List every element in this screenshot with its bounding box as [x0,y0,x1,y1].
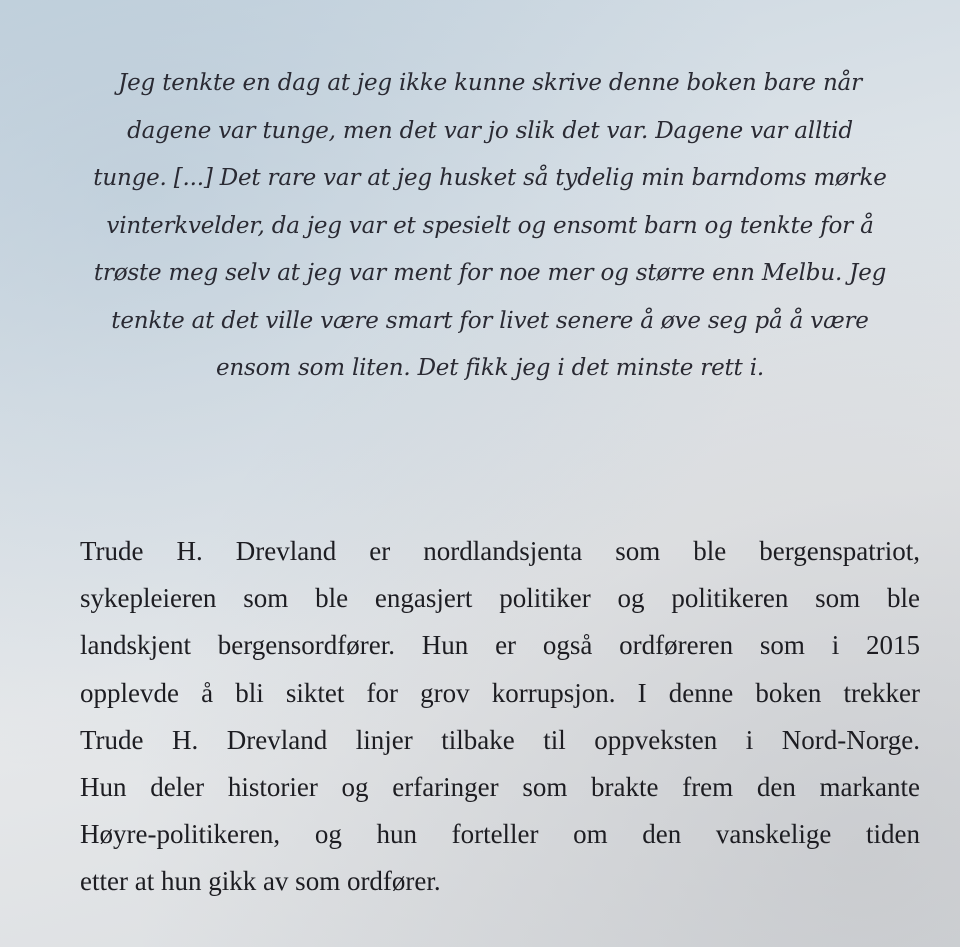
description-line: sykepleieren som ble engasjert politiker og politikeren som ble [80,583,920,614]
description-line: Trude H. Drevland linjer tilbake til oppveksten i Nord-Norge. [80,724,920,755]
book-description [80,528,920,906]
quote-line: ensom som liten. Det fikk jeg i det minste rett i. [216,355,764,381]
quote-line: dagene var tunge, men det var jo slik det var. Dagene var alltid [127,117,853,144]
quote-line: tenkte at det ville være smart for livet senere å øve seg på å være [111,307,869,334]
description-line: etter at hun gikk av som ordfører. [80,866,441,897]
quote-line: Jeg tenkte en dag at jeg ikke kunne skrive denne boken bare når [118,70,862,96]
quote-line: tunge. [...] Det rare var at jeg husket så tydelig min barndoms mørke [93,165,887,191]
quote-line: vinterkvelder, da jeg var et spesielt og ensomt barn og tenkte for å [106,212,874,239]
excerpt-quote [60,60,920,393]
description-line: opplevde å bli siktet for grov korrupsjon. I denne boken trekker [80,677,920,708]
description-line: landskjent bergensordfører. Hun er også ordføreren som i 2015 [80,630,920,661]
description-line: Trude H. Drevland er nordlandsjenta som ble bergenspatriot, [80,536,920,566]
quote-line: trøste meg selv at jeg var ment for noe mer og større enn Melbu. Jeg [93,260,887,286]
description-line: Hun deler historier og erfaringer som brakte frem den markante [80,772,920,803]
description-line: Høyre-politikeren, og hun forteller om den vanskelige tiden [80,819,920,850]
